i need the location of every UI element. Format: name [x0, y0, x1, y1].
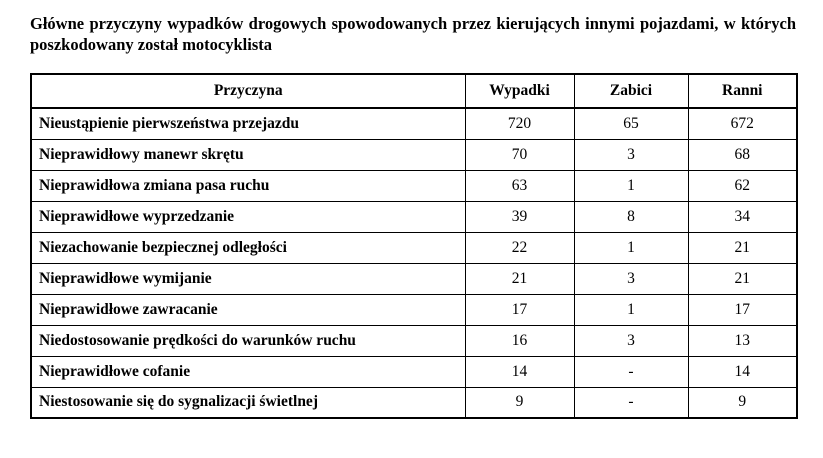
- accidents-cell: 70: [465, 139, 574, 170]
- header-row: [31, 74, 797, 108]
- injured-cell: 14: [688, 356, 797, 387]
- table-row: [31, 387, 797, 418]
- header-killed: Zabici: [574, 74, 688, 108]
- cause-cell: Niezachowanie bezpiecznej odległości: [31, 232, 465, 263]
- table-row: [31, 108, 797, 139]
- killed-cell: -: [574, 356, 688, 387]
- killed-cell: 1: [574, 294, 688, 325]
- injured-cell: 34: [688, 201, 797, 232]
- accidents-cell: 16: [465, 325, 574, 356]
- killed-cell: 1: [574, 232, 688, 263]
- accidents-cell: 17: [465, 294, 574, 325]
- header-accidents: Wypadki: [465, 74, 574, 108]
- table-caption: Główne przyczyny wypadków drogowych spowodowanych przez kierujących innymi pojazdami, w których poszkodowany został motocyklista: [30, 14, 796, 54]
- cause-cell: Nieustąpienie pierwszeństwa przejazdu: [31, 108, 465, 139]
- accidents-cell: 9: [465, 387, 574, 418]
- cause-cell: Nieprawidłowe cofanie: [31, 356, 465, 387]
- accidents-cell: 720: [465, 108, 574, 139]
- cause-cell: Nieprawidłowe wymijanie: [31, 263, 465, 294]
- killed-cell: 1: [574, 170, 688, 201]
- table-row: [31, 170, 797, 201]
- injured-cell: 17: [688, 294, 797, 325]
- accidents-cell: 22: [465, 232, 574, 263]
- table-row: [31, 263, 797, 294]
- injured-cell: 21: [688, 232, 797, 263]
- accident-causes-table: [30, 73, 798, 419]
- table-row: [31, 356, 797, 387]
- cause-cell: Nieprawidłowe zawracanie: [31, 294, 465, 325]
- cause-cell: Nieprawidłowa zmiana pasa ruchu: [31, 170, 465, 201]
- table-row: [31, 294, 797, 325]
- table-row: [31, 232, 797, 263]
- killed-cell: 8: [574, 201, 688, 232]
- header-injured: Ranni: [688, 74, 797, 108]
- injured-cell: 672: [688, 108, 797, 139]
- accidents-cell: 39: [465, 201, 574, 232]
- cause-cell: Nieprawidłowy manewr skrętu: [31, 139, 465, 170]
- cause-cell: Niestosowanie się do sygnalizacji świetlnej: [31, 387, 465, 418]
- injured-cell: 62: [688, 170, 797, 201]
- table-row: [31, 139, 797, 170]
- killed-cell: 3: [574, 263, 688, 294]
- accidents-cell: 21: [465, 263, 574, 294]
- cause-cell: Nieprawidłowe wyprzedzanie: [31, 201, 465, 232]
- injured-cell: 9: [688, 387, 797, 418]
- injured-cell: 21: [688, 263, 797, 294]
- killed-cell: 3: [574, 139, 688, 170]
- accidents-cell: 63: [465, 170, 574, 201]
- header-cause: Przyczyna: [31, 74, 465, 108]
- injured-cell: 68: [688, 139, 797, 170]
- accidents-cell: 14: [465, 356, 574, 387]
- killed-cell: 65: [574, 108, 688, 139]
- killed-cell: 3: [574, 325, 688, 356]
- killed-cell: -: [574, 387, 688, 418]
- table-row: [31, 201, 797, 232]
- injured-cell: 13: [688, 325, 797, 356]
- table-row: [31, 325, 797, 356]
- cause-cell: Niedostosowanie prędkości do warunków ruchu: [31, 325, 465, 356]
